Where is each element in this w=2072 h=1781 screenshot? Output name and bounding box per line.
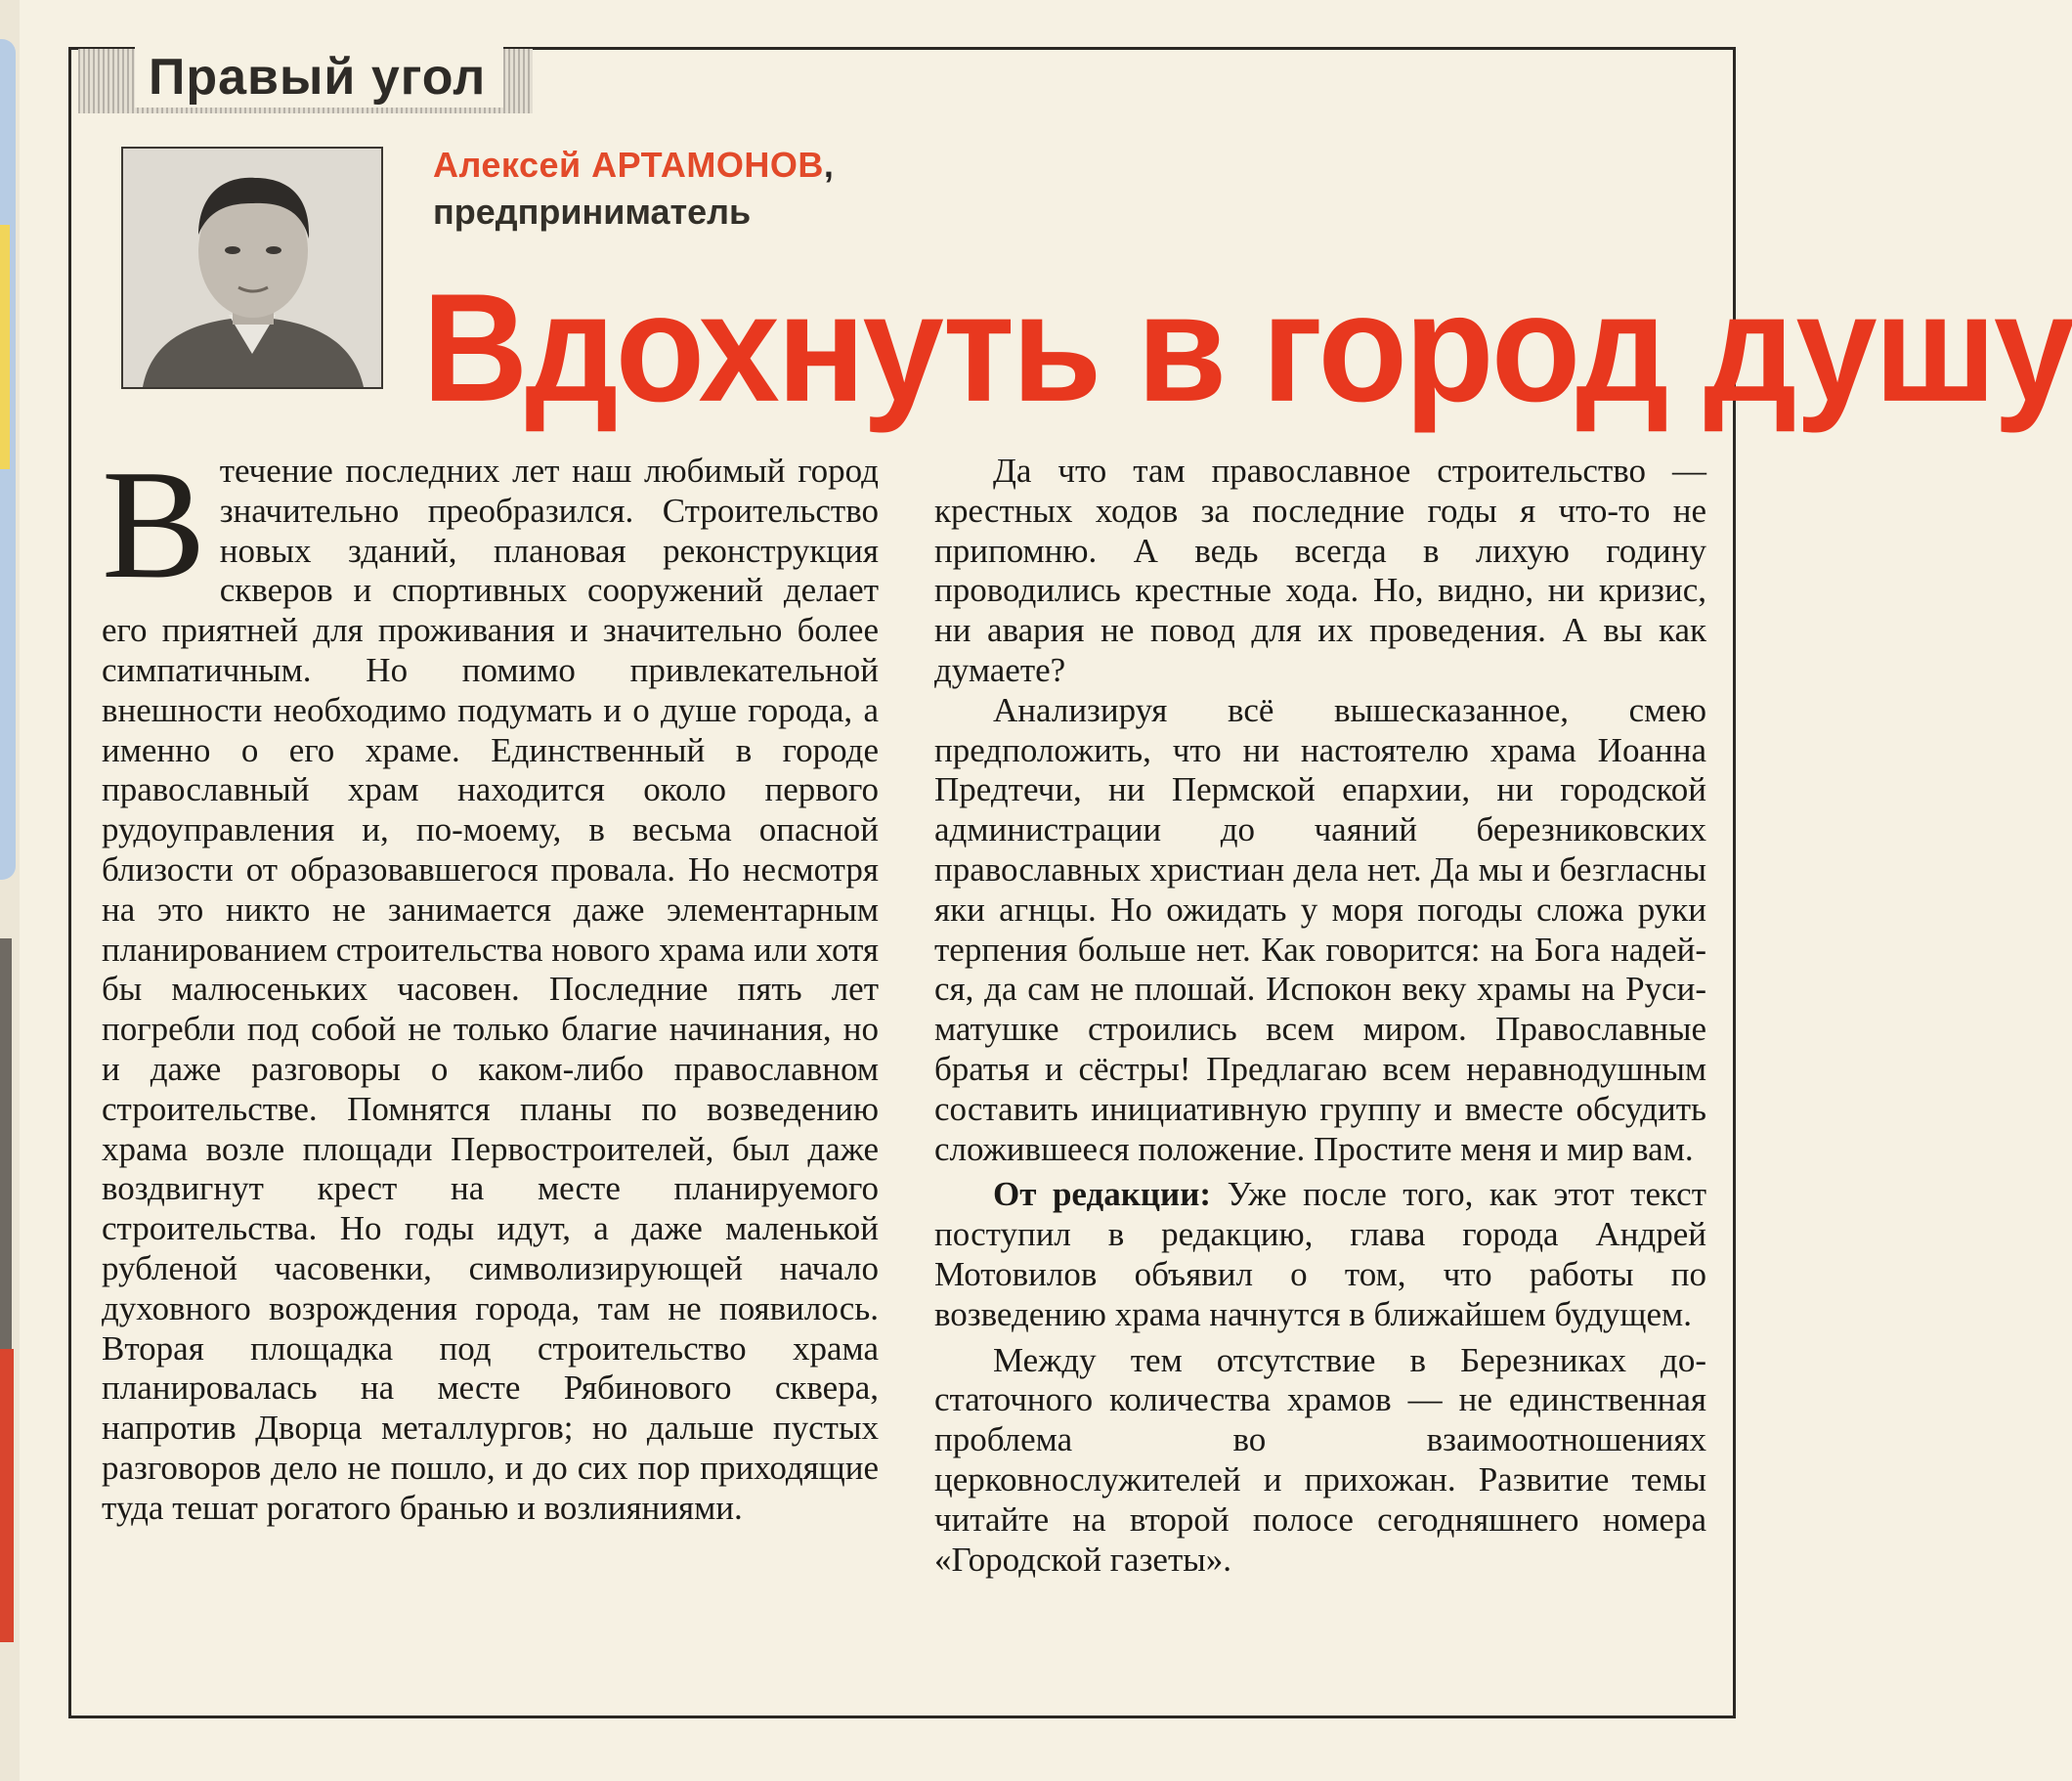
editorial-text: Уже после того, как этот текст поступил в редакцию, глава города Андрей Мотовилов объявил о том, что работы по возведению храма начнутся в ближайшем будущем. bbox=[934, 1175, 1706, 1333]
editorial-note bbox=[934, 1175, 1706, 1334]
article-text: течение последних лет наш любимый город значительно преобразился. Строительство новых зданий, плановая реконструкция скверов и спортивных сооружений делает его приятней для проживания и значительно более симпатичным. Но помимо привлекательной внешности необходимо подумать и о душе города, а именно о его храме. Единственный в городе православный храм находится около первого рудоуправления и, по-моему, в весьма опасной близости от образовавшегося провала. Но несмотря на это никто не занимается даже элементарным планированием строительства нового храма или хотя бы малюсеньких часовен. Последние пять лет погребли под собой не только благие начинания, но и даже разговоры о каком-либо православном строительстве. Помнятся планы по возведению храма возле площади Первостроителей, был даже воздвигнут крест на месте планируемого строительства. Но годы идут, а даже маленькой рубленой часовенки, символизирующей начало духовного возрождения города, там не появилось. Вторая площадка под строительство храма планировалась на месте Рябинового сквера, напротив Дворца металлургов; но дальше пустых разговоров дело не пошло, и до сих пор приходящие туда тешат рогатого бранью и возлияниями. bbox=[102, 452, 879, 1527]
adjacent-page-strip bbox=[0, 0, 20, 1781]
adjacent-page-dark-shape bbox=[0, 938, 12, 1349]
drop-cap: В bbox=[102, 437, 206, 611]
adjacent-page-red-shape bbox=[0, 1349, 14, 1642]
author-name bbox=[433, 145, 834, 186]
author-role: предприниматель bbox=[433, 192, 752, 232]
article-paragraph: Анализируя всё вышесказанное, смею предположить, что ни настоятелю храма Иоанна Предтечи, ни Пермской епархии, ни городской администрации до чаяний березниковских православных христиан дела нет. Да мы и безгласны яки агнцы. Но ожидать у моря погоды сложа руки терпения больше нет. Как говорится: на Бога надейся, да сам не плошай. Испокон веку храмы на Руси-матушке строились всем миром. Православные братья и сёстры! Предлагаю всем неравнодушным составить инициативную группу и вместе обсудить сложившееся положение. Простите меня и мир вам. bbox=[934, 690, 1706, 1168]
article-paragraph: Между тем отсутствие в Березниках достаточного количества храмов — не единственная проблема во взаимоотношениях церковнослужителей и прихожан. Развитие темы читайте на второй полосе сегодняшнего номера «Городской газеты». bbox=[934, 1340, 1706, 1579]
adjacent-page-yellow-shape bbox=[0, 225, 10, 469]
rubric-label: Правый угол bbox=[135, 47, 503, 108]
author-photo bbox=[121, 147, 383, 389]
headline: Вдохнуть в город душу bbox=[422, 261, 2072, 434]
article-paragraph: Да что там православное строительство — крестных ходов за последние годы я что-то не припомню. А ведь всегда в лихую годину проводились крестные хода. Но, видно, ни кризис, ни авария не повод для их проведения. А вы как думаете? bbox=[934, 452, 1706, 689]
author-portrait-illustration bbox=[123, 149, 381, 387]
editorial-label: От редакции: bbox=[993, 1175, 1212, 1214]
article-column-left bbox=[102, 437, 879, 1529]
author-name-text: Алексей АРТАМОНОВ bbox=[433, 145, 824, 185]
article-column-right bbox=[934, 452, 1706, 1580]
article-paragraph bbox=[102, 437, 879, 1529]
author-name-comma: , bbox=[823, 145, 835, 185]
